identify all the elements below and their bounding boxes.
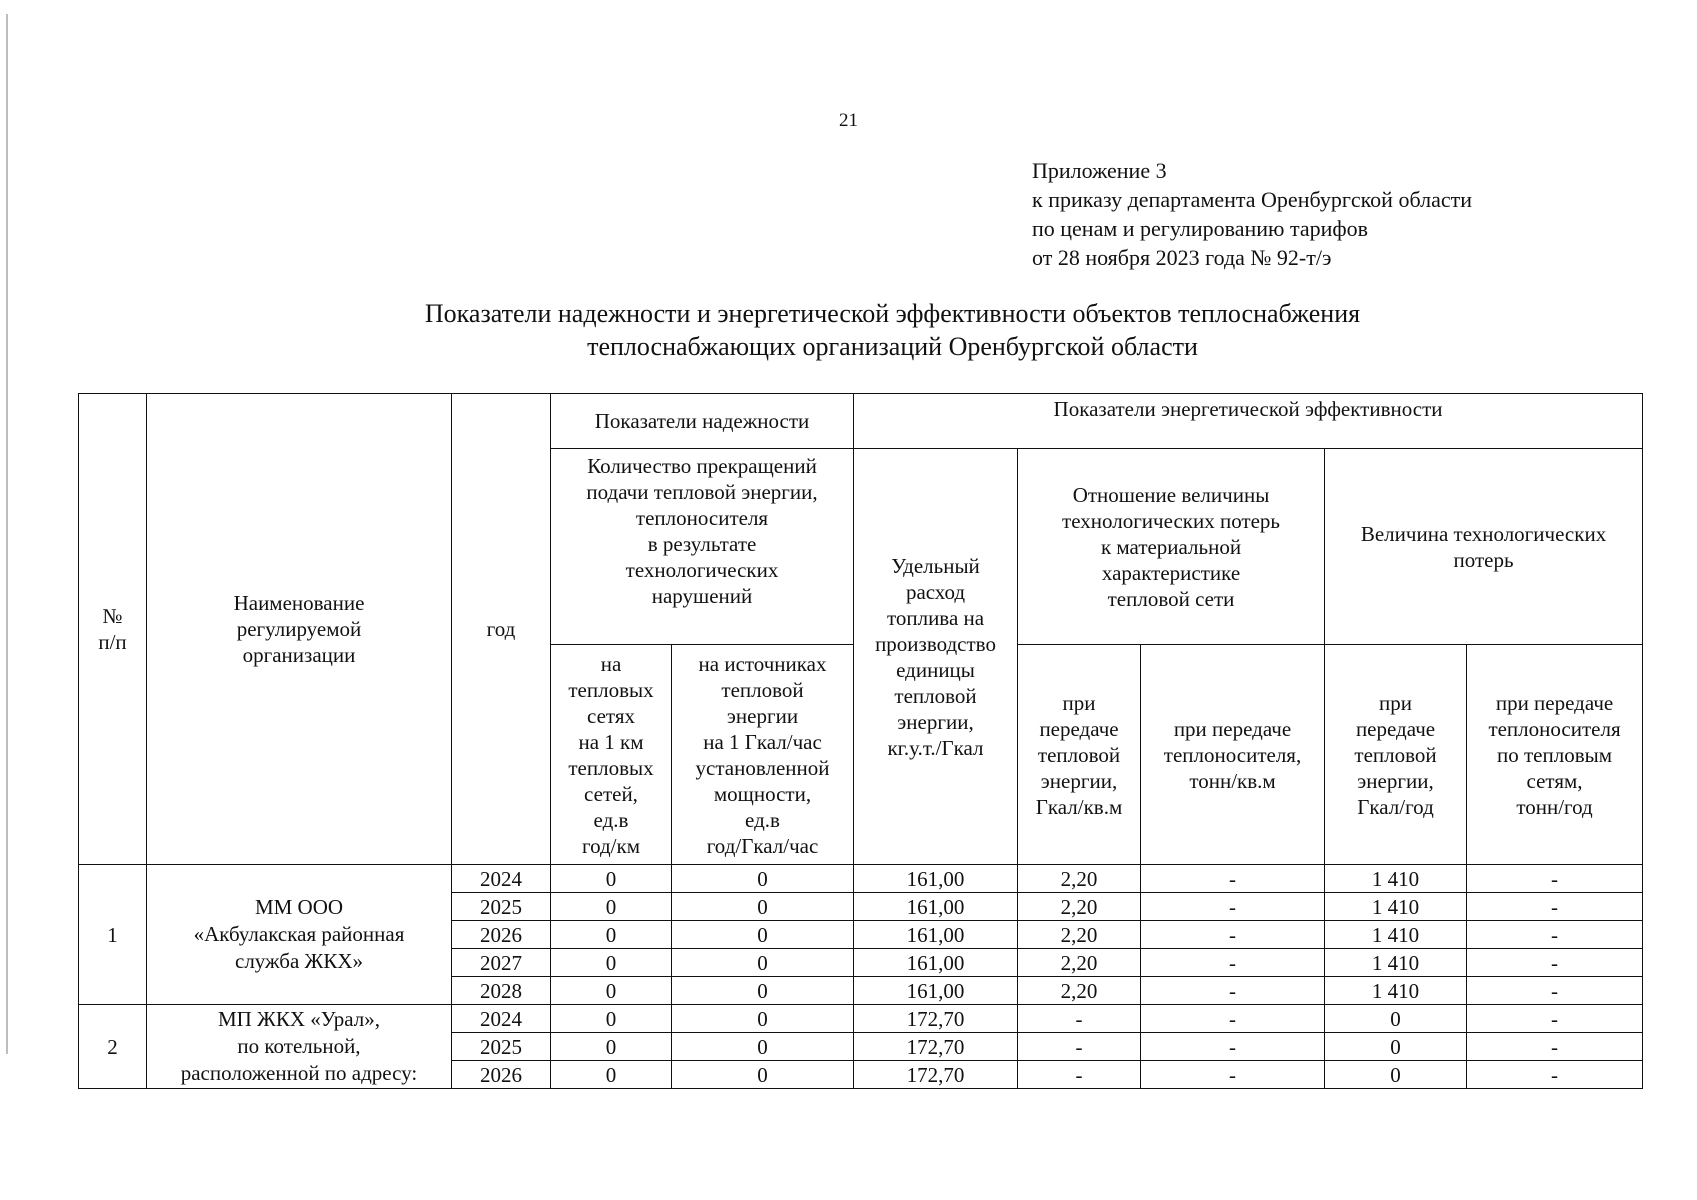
cell-ratio-carrier: - — [1141, 1061, 1325, 1089]
cell-ratio-carrier: - — [1141, 1033, 1325, 1061]
cell-ratio-carrier: - — [1141, 893, 1325, 921]
appendix-line: к приказу департамента Оренбургской области — [1032, 187, 1472, 212]
header-ratio-carrier: при передаче теплоносителя, тонн/кв.м — [1141, 645, 1325, 865]
cell-year: 2026 — [452, 1061, 551, 1089]
cell-ratio-heat: - — [1018, 1061, 1141, 1089]
cell-fuel: 161,00 — [854, 865, 1018, 893]
header-organization: Наименование регулируемой организации — [147, 394, 452, 865]
cell-ratio-carrier: - — [1141, 921, 1325, 949]
cell-year: 2026 — [452, 921, 551, 949]
cell-on-networks: 0 — [551, 865, 672, 893]
cell-year: 2025 — [452, 1033, 551, 1061]
cell-on-networks: 0 — [551, 921, 672, 949]
header-num: № п/п — [79, 394, 147, 865]
cell-ratio-heat: 2,20 — [1018, 893, 1141, 921]
organization-name: МП ЖКХ «Урал», по котельной, расположенной по адресу: — [147, 1005, 452, 1089]
cell-fuel: 161,00 — [854, 921, 1018, 949]
cell-value-heat: 1 410 — [1325, 949, 1467, 977]
cell-year: 2025 — [452, 893, 551, 921]
header-interruptions: Количество прекращений подачи тепловой энергии, теплоносителя в результате технологических нарушений — [551, 449, 854, 645]
cell-ratio-heat: - — [1018, 1033, 1141, 1061]
cell-value-carrier: - — [1467, 949, 1643, 977]
header-value-heat: при передаче тепловой энергии, Гкал/год — [1325, 645, 1467, 865]
cell-value-heat: 0 — [1325, 1033, 1467, 1061]
header-reliability: Показатели надежности — [551, 394, 854, 449]
cell-ratio-heat: 2,20 — [1018, 865, 1141, 893]
cell-value-carrier: - — [1467, 1061, 1643, 1089]
cell-on-sources: 0 — [672, 893, 854, 921]
cell-value-heat: 1 410 — [1325, 893, 1467, 921]
appendix-line: по ценам и регулированию тарифов — [1032, 216, 1369, 241]
cell-ratio-carrier: - — [1141, 977, 1325, 1005]
header-loss-ratio: Отношение величины технологических потерь к материальной характеристике тепловой сети — [1018, 449, 1325, 645]
cell-value-carrier: - — [1467, 893, 1643, 921]
cell-ratio-carrier: - — [1141, 1005, 1325, 1033]
appendix-line: Приложение 3 — [1032, 158, 1167, 183]
cell-on-networks: 0 — [551, 1033, 672, 1061]
table-row — [79, 865, 1643, 893]
cell-on-networks: 0 — [551, 1061, 672, 1089]
cell-on-sources: 0 — [672, 921, 854, 949]
header-value-carrier: при передаче теплоносителя по тепловым сетям, тонн/год — [1467, 645, 1643, 865]
header-loss-value: Величина технологических потерь — [1325, 449, 1643, 645]
header-on-sources: на источниках тепловой энергии на 1 Гкал/час установленной мощности, ед.в год/Гкал/час — [672, 645, 854, 865]
cell-year: 2024 — [452, 865, 551, 893]
page-number: 21 — [839, 110, 858, 131]
cell-year: 2027 — [452, 949, 551, 977]
row-number: 2 — [79, 1005, 147, 1089]
cell-ratio-carrier: - — [1141, 865, 1325, 893]
table-row — [79, 1005, 1643, 1033]
cell-ratio-heat: 2,20 — [1018, 977, 1141, 1005]
cell-value-carrier: - — [1467, 977, 1643, 1005]
cell-on-networks: 0 — [551, 977, 672, 1005]
row-number: 1 — [79, 865, 147, 1005]
cell-value-carrier: - — [1467, 1033, 1643, 1061]
cell-value-heat: 1 410 — [1325, 977, 1467, 1005]
appendix-line: от 28 ноября 2023 года № 92-т/э — [1032, 245, 1332, 270]
cell-value-carrier: - — [1467, 1005, 1643, 1033]
cell-ratio-heat: - — [1018, 1005, 1141, 1033]
cell-fuel: 172,70 — [854, 1005, 1018, 1033]
cell-ratio-carrier: - — [1141, 949, 1325, 977]
cell-value-heat: 1 410 — [1325, 921, 1467, 949]
cell-on-networks: 0 — [551, 949, 672, 977]
header-efficiency: Показатели энергетической эффективности — [854, 394, 1643, 449]
appendix-note — [1032, 156, 1472, 272]
cell-on-sources: 0 — [672, 949, 854, 977]
title-line-2: теплоснабжающих организаций Оренбургской области — [587, 332, 1198, 361]
organization-name: ММ ООО «Акбулакская районная служба ЖКХ» — [147, 865, 452, 1005]
cell-on-networks: 0 — [551, 893, 672, 921]
header-year: год — [452, 394, 551, 865]
cell-on-sources: 0 — [672, 1061, 854, 1089]
cell-fuel: 161,00 — [854, 977, 1018, 1005]
indicators-table — [78, 393, 1643, 1089]
cell-ratio-heat: 2,20 — [1018, 921, 1141, 949]
cell-on-sources: 0 — [672, 865, 854, 893]
cell-year: 2028 — [452, 977, 551, 1005]
header-fuel-consumption: Удельный расход топлива на производство единицы тепловой энергии, кг.у.т./Гкал — [854, 449, 1018, 865]
cell-fuel: 172,70 — [854, 1061, 1018, 1089]
cell-on-sources: 0 — [672, 1005, 854, 1033]
cell-on-sources: 0 — [672, 1033, 854, 1061]
page-edge-shadow — [6, 14, 8, 1054]
cell-fuel: 172,70 — [854, 1033, 1018, 1061]
cell-on-networks: 0 — [551, 1005, 672, 1033]
document-title — [0, 297, 1697, 363]
cell-fuel: 161,00 — [854, 893, 1018, 921]
header-ratio-heat: при передаче тепловой энергии, Гкал/кв.м — [1018, 645, 1141, 865]
cell-value-heat: 1 410 — [1325, 865, 1467, 893]
cell-value-heat: 0 — [1325, 1005, 1467, 1033]
cell-year: 2024 — [452, 1005, 551, 1033]
cell-ratio-heat: 2,20 — [1018, 949, 1141, 977]
cell-value-heat: 0 — [1325, 1061, 1467, 1089]
cell-on-sources: 0 — [672, 977, 854, 1005]
title-line-1: Показатели надежности и энергетической эффективности объектов теплоснабжения — [424, 299, 1361, 328]
header-on-networks: на тепловых сетях на 1 км тепловых сетей, ед.в год/км — [551, 645, 672, 865]
cell-fuel: 161,00 — [854, 949, 1018, 977]
cell-value-carrier: - — [1467, 921, 1643, 949]
cell-value-carrier: - — [1467, 865, 1643, 893]
